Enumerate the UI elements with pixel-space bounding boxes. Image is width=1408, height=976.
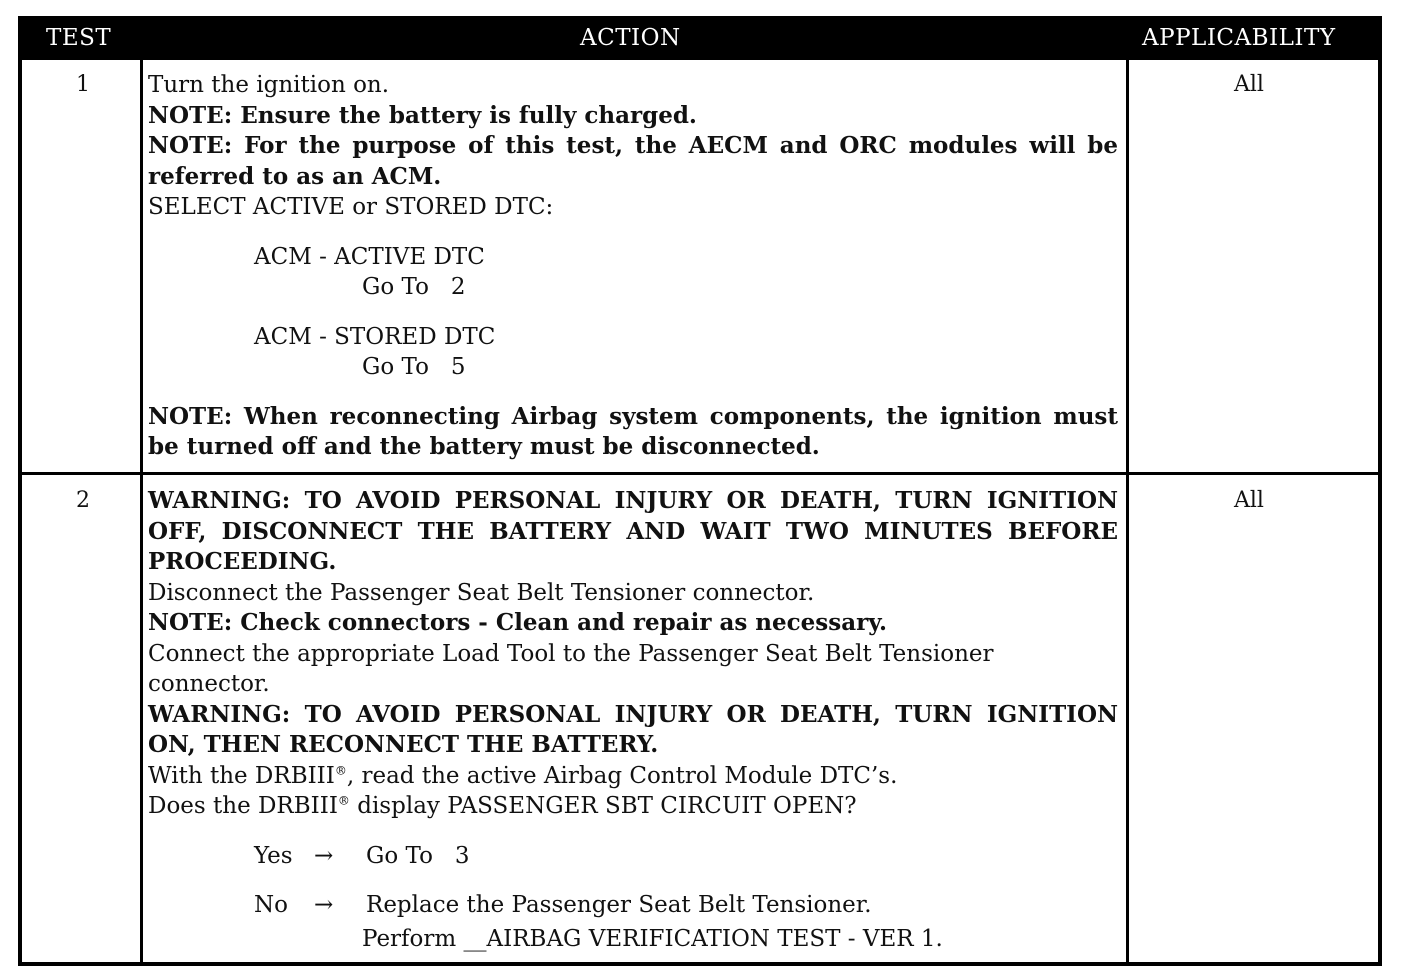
registered-mark: ®	[334, 762, 347, 777]
instruction: Turn the ignition on.	[148, 72, 390, 98]
warning: WARNING: TO AVOID PERSONAL INJURY OR DEATH, TURN IGNITION ON, THEN RECONNECT THE BATTERY.	[148, 700, 1118, 758]
answer-extra: Perform __AIRBAG VERIFICATION TEST - VER 1.	[362, 925, 943, 952]
choice-goto: Go To 5	[362, 354, 466, 380]
instruction: Disconnect the Passenger Seat Belt Tensioner connector.	[148, 579, 815, 606]
instruction: With the DRBIII®, read the active Airbag Control Module DTC’s.	[148, 762, 898, 789]
row-divider	[22, 472, 1378, 475]
choice-goto: Go To 2	[362, 274, 466, 300]
arrow-right-icon: →	[314, 842, 334, 869]
note: NOTE: When reconnecting Airbag system components, the ignition must be turned off and the battery must be disconnected.	[148, 402, 1118, 460]
table-header	[22, 20, 1378, 60]
header-test: TEST	[46, 25, 112, 51]
applicability-value: All	[1234, 72, 1264, 97]
choice-label: ACM - STORED DTC	[254, 323, 496, 350]
action-cell	[148, 70, 1118, 463]
column-divider	[1126, 60, 1129, 962]
arrow-right-icon: →	[314, 892, 334, 918]
column-divider	[140, 60, 143, 962]
answer-option-yes	[254, 841, 1118, 872]
answer-label: Yes	[254, 842, 293, 869]
registered-mark: ®	[337, 793, 350, 808]
instruction: Connect the appropriate Load Tool to the Passenger Seat Belt Tensioner connector.	[148, 640, 994, 697]
note: NOTE: Ensure the battery is fully charged.	[148, 101, 697, 129]
warning: WARNING: TO AVOID PERSONAL INJURY OR DEATH, TURN IGNITION OFF, DISCONNECT THE BATTERY AND WAIT TWO MINUTES BEFORE PROCEEDING.	[148, 487, 1118, 575]
note: NOTE: For the purpose of this test, the AECM and ORC modules will be referred to as an ACM.	[148, 132, 1118, 190]
applicability-value: All	[1234, 488, 1264, 513]
instruction: SELECT ACTIVE or STORED DTC:	[148, 194, 554, 220]
action-cell	[148, 486, 1118, 954]
diagnostic-table	[18, 16, 1382, 966]
header-applicability: APPLICABILITY	[1142, 25, 1336, 51]
answer-option-no	[254, 890, 1118, 921]
answer-result: Go To 3	[366, 842, 470, 869]
test-number: 2	[76, 488, 90, 513]
test-number: 1	[76, 72, 90, 97]
answer-label: No	[254, 892, 288, 918]
header-action: ACTION	[580, 25, 681, 51]
choice-label: ACM - ACTIVE DTC	[254, 243, 485, 270]
note: NOTE: Check connectors - Clean and repair as necessary.	[148, 609, 887, 636]
question: Does the DRBIII® display PASSENGER SBT CIRCUIT OPEN?	[148, 793, 857, 819]
answer-result: Replace the Passenger Seat Belt Tensioner.	[366, 892, 872, 918]
